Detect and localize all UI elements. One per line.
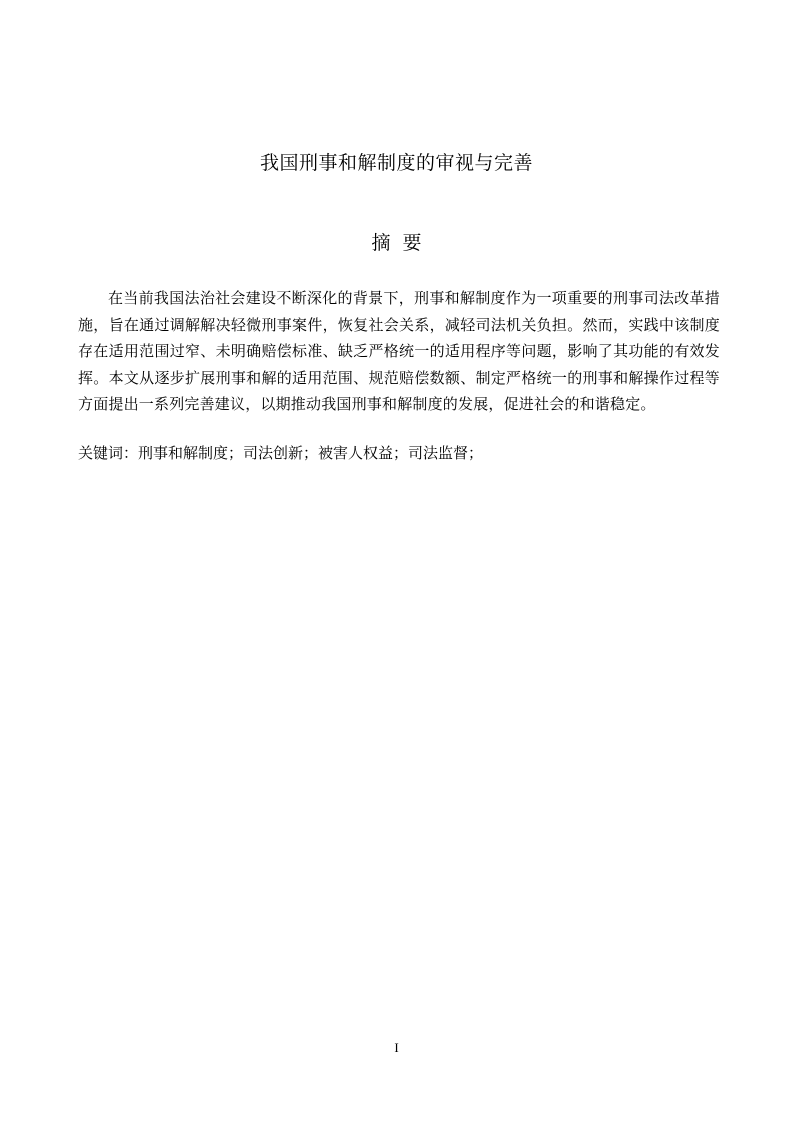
keywords-text: 刑事和解制度；司法创新；被害人权益；司法监督； xyxy=(138,444,484,462)
document-title: 我国刑事和解制度的审视与完善 xyxy=(259,152,533,174)
keywords-line xyxy=(78,440,720,466)
keywords-label: 关键词： xyxy=(78,444,139,462)
abstract-heading: 摘要 xyxy=(371,232,434,254)
page-number: I xyxy=(394,1040,399,1055)
abstract-body: 在当前我国法治社会建设不断深化的背景下，刑事和解制度作为一项重要的刑事司法改革措施，旨在通过调解解决轻微刑事案件，恢复社会关系，减轻司法机关负担。然而，实践中该制度存在适用范围过窄、未明确赔偿标准、缺乏严格统一的适用程序等问题，影响了其功能的有效发挥。本文从逐步扩展刑事和解的适用范围、规范赔偿数额、制定严格统一的刑事和解操作过程等方面提出一系列完善建议，以期推动我国刑事和解制度的发展，促进社会的和谐稳定。 xyxy=(78,289,720,413)
